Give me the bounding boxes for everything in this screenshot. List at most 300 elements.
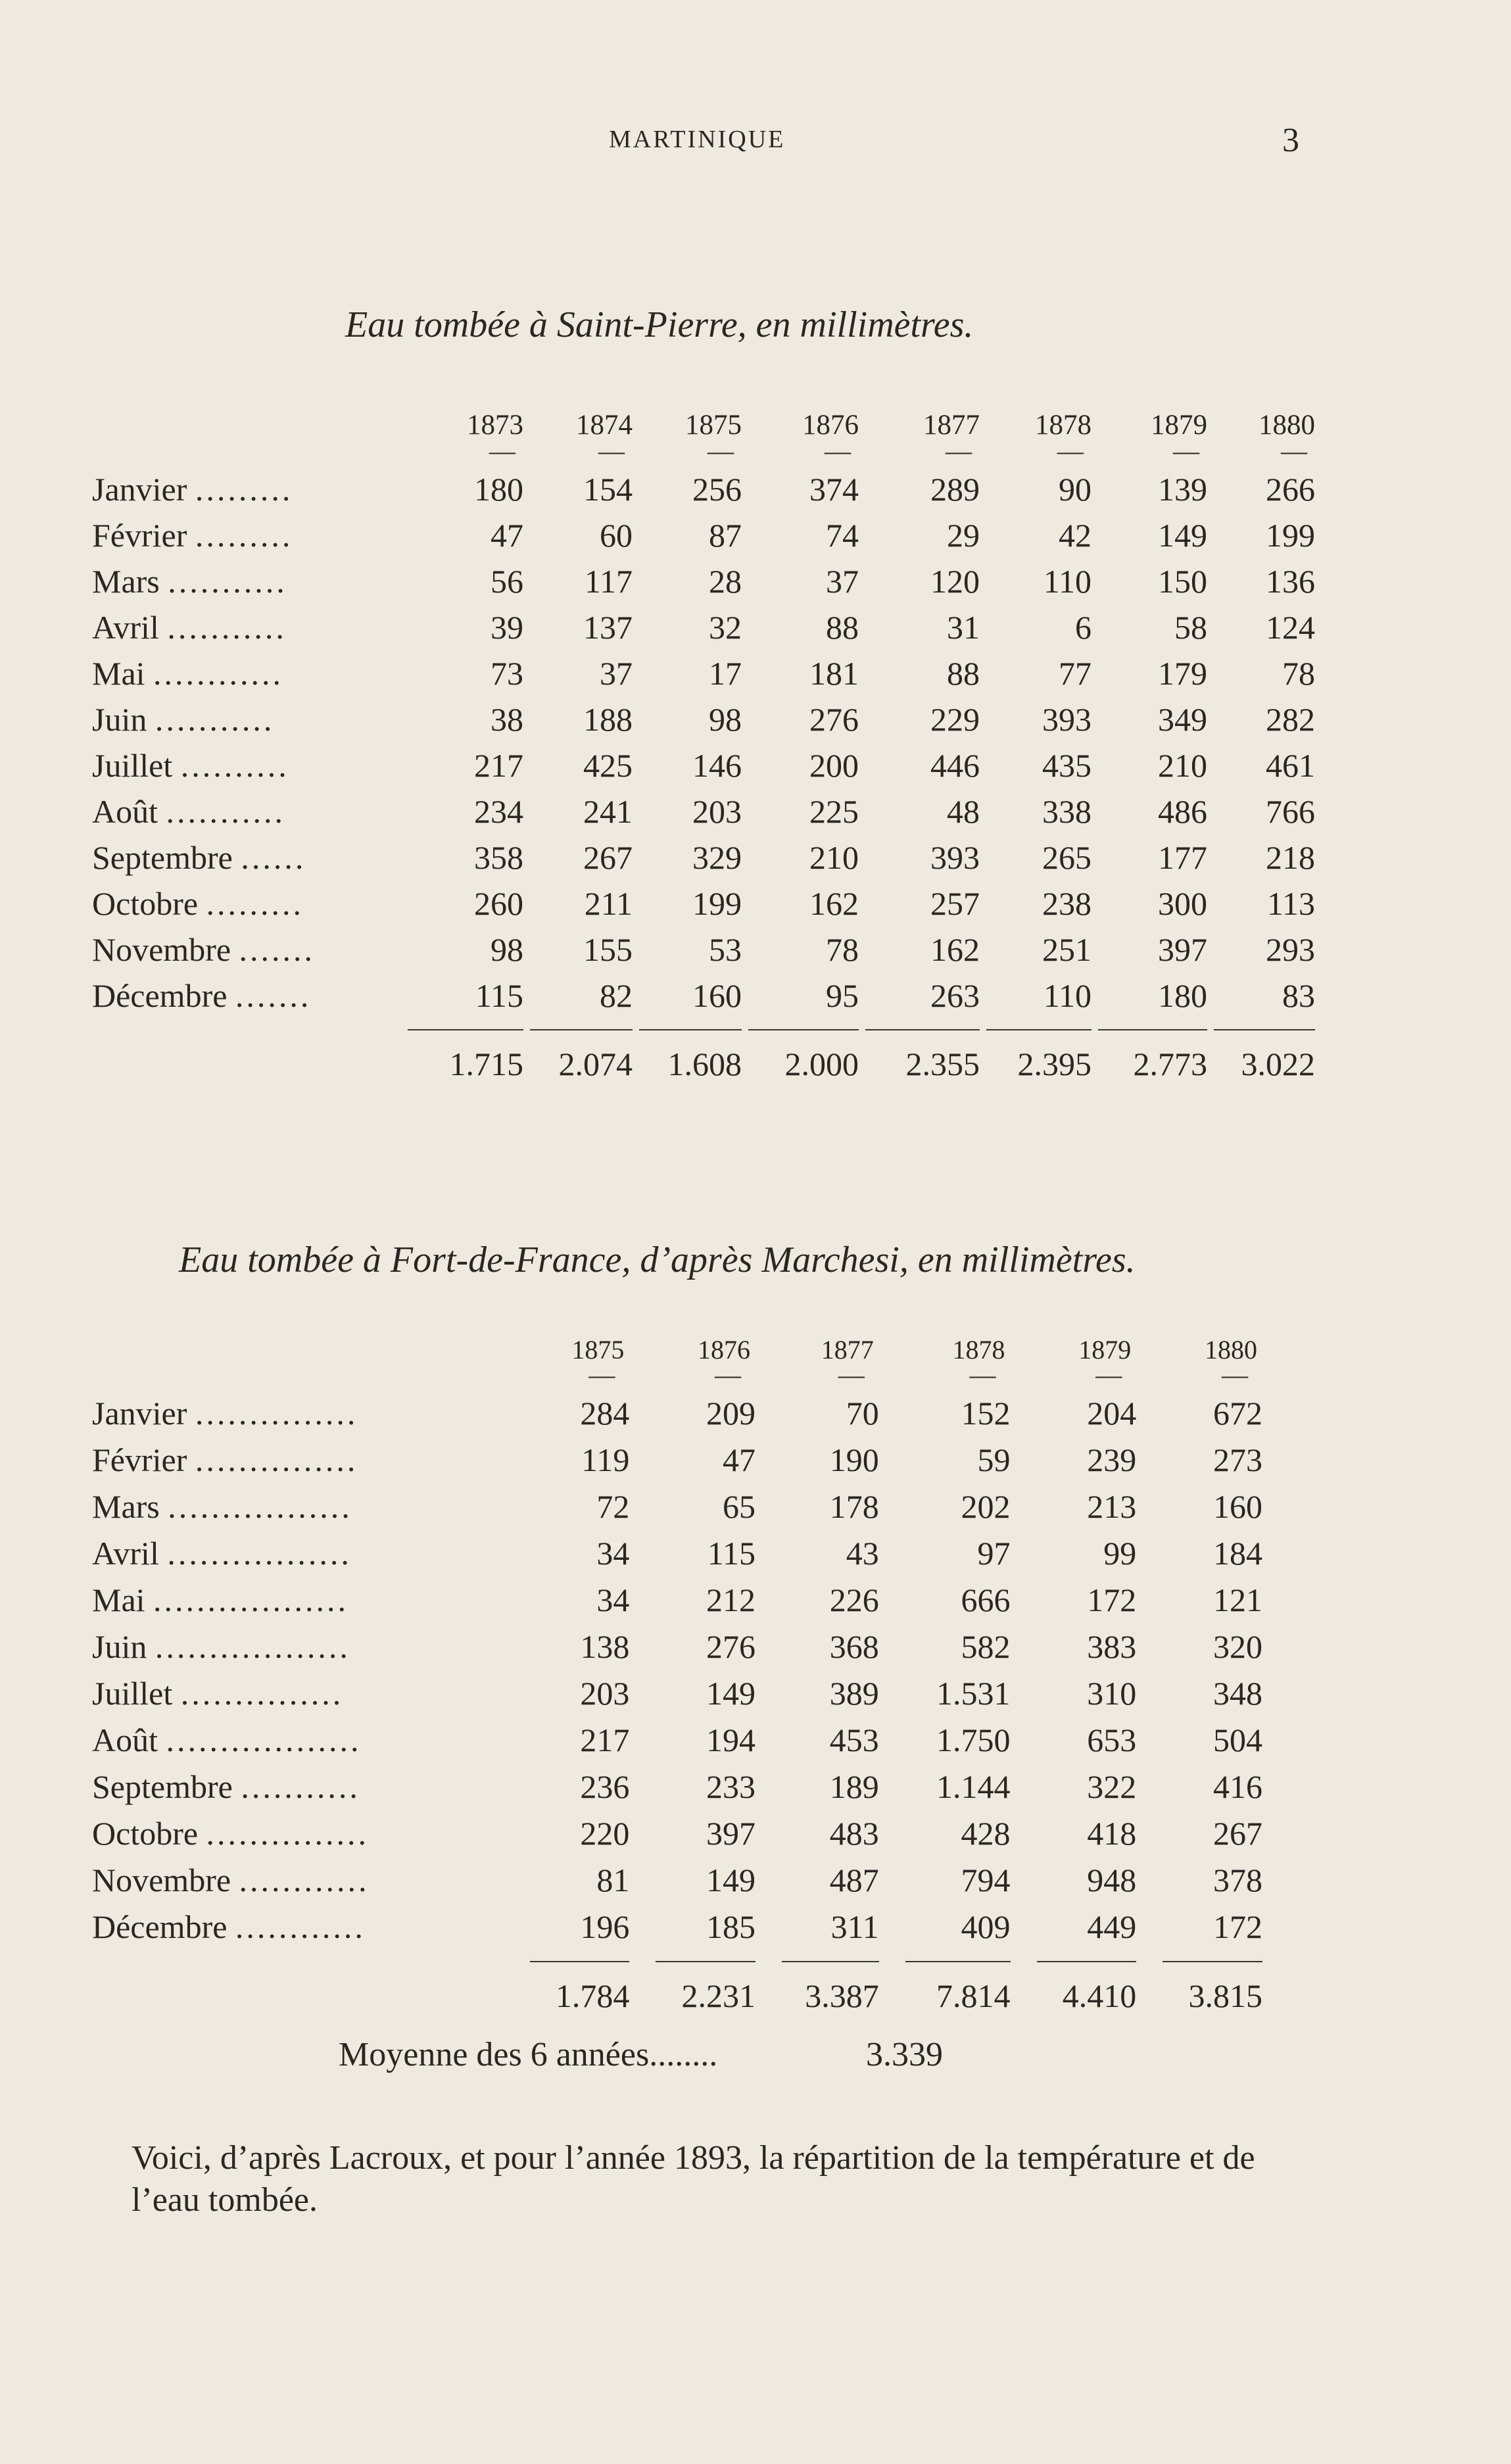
month-row — [92, 1670, 1262, 1717]
value-cell: 115 — [707, 1535, 756, 1572]
month-label — [92, 1670, 504, 1717]
value-cell: 88 — [826, 609, 859, 646]
total-value: 3.022 — [1241, 1046, 1315, 1082]
month-label — [92, 927, 401, 973]
value-cell: 256 — [692, 471, 742, 508]
value-cell: 276 — [809, 701, 859, 738]
month-name: Décembre — [92, 1908, 228, 1945]
value-cell: 204 — [1087, 1395, 1137, 1432]
value-cell: 73 — [491, 655, 523, 692]
month-row — [92, 742, 1315, 788]
year-header: 1876 — [802, 410, 859, 441]
value-cell: 117 — [584, 563, 633, 600]
average-value: 3.339 — [866, 2036, 943, 2073]
value-cell: 199 — [1266, 517, 1315, 554]
value-cell: 311 — [830, 1908, 879, 1945]
sum-rule — [530, 1029, 633, 1030]
total-value: 2.231 — [681, 1977, 756, 2014]
value-cell: 435 — [1042, 747, 1091, 784]
value-cell: 177 — [1158, 839, 1207, 876]
month-label — [92, 881, 401, 927]
value-cell: 194 — [706, 1722, 756, 1758]
total-value: 3.815 — [1188, 1977, 1262, 2014]
sum-rule — [865, 1029, 980, 1030]
value-cell: 226 — [829, 1582, 879, 1618]
total-row — [92, 1973, 1262, 2019]
month-label — [92, 1857, 504, 1904]
value-cell: 137 — [583, 609, 633, 646]
month-name: Mai — [92, 1582, 145, 1618]
month-name: Juillet — [92, 747, 173, 784]
dash: — — [708, 436, 734, 466]
page-header — [0, 122, 1511, 164]
value-cell: 17 — [709, 655, 742, 692]
value-cell: 322 — [1087, 1768, 1137, 1805]
value-cell: 487 — [829, 1862, 879, 1898]
value-cell: 124 — [1266, 609, 1315, 646]
month-name: Juillet — [92, 1675, 173, 1712]
value-cell: 210 — [1158, 747, 1207, 784]
month-label — [92, 1530, 504, 1577]
month-row — [92, 788, 1315, 834]
value-cell: 178 — [829, 1488, 879, 1525]
value-cell: 98 — [491, 931, 523, 968]
total-value: 3.387 — [805, 1977, 879, 2014]
value-cell: 383 — [1087, 1628, 1137, 1665]
month-label — [92, 558, 401, 604]
value-cell: 110 — [1043, 563, 1091, 600]
value-cell: 6 — [1075, 609, 1091, 646]
value-cell: 329 — [692, 839, 742, 876]
sum-rule — [986, 1029, 1091, 1030]
month-name: Mai — [92, 655, 145, 692]
month-name: Juin — [92, 701, 147, 738]
dot-leader: ............ — [153, 655, 284, 692]
value-cell: 78 — [826, 931, 859, 968]
sum-rule — [1163, 1961, 1262, 1962]
sum-rule — [1214, 1029, 1315, 1030]
month-row — [92, 927, 1315, 973]
year-header: 1878 — [952, 1335, 1005, 1365]
dash: — — [1222, 1360, 1248, 1389]
value-cell: 120 — [930, 563, 980, 600]
month-row — [92, 1437, 1262, 1484]
value-cell: 180 — [474, 471, 523, 508]
month-row — [92, 1904, 1262, 1950]
value-cell: 203 — [580, 1675, 630, 1712]
sum-rule — [748, 1029, 859, 1030]
sum-rule — [1098, 1029, 1207, 1030]
month-label — [92, 696, 401, 742]
value-cell: 202 — [961, 1488, 1011, 1525]
value-cell: 483 — [829, 1815, 879, 1852]
month-name: Septembre — [92, 1768, 233, 1805]
value-cell: 265 — [1042, 839, 1091, 876]
value-cell: 416 — [1213, 1768, 1262, 1805]
value-cell: 486 — [1158, 793, 1207, 830]
value-cell: 397 — [1158, 931, 1207, 968]
month-row — [92, 1390, 1262, 1437]
month-label — [92, 1717, 504, 1764]
dash: — — [588, 1360, 615, 1389]
month-name: Février — [92, 517, 187, 554]
month-name: Août — [92, 1722, 158, 1758]
dot-leader: ....... — [235, 977, 312, 1014]
month-label — [92, 742, 401, 788]
dot-leader: ............... — [195, 1395, 358, 1432]
value-cell: 28 — [709, 563, 742, 600]
month-row — [92, 650, 1315, 696]
value-cell: 1.531 — [936, 1675, 1011, 1712]
year-header-row — [92, 404, 1315, 441]
value-cell: 358 — [474, 839, 523, 876]
year-header: 1880 — [1259, 410, 1315, 441]
value-cell: 267 — [583, 839, 633, 876]
value-cell: 236 — [580, 1768, 630, 1805]
month-row — [92, 1530, 1262, 1577]
value-cell: 150 — [1158, 563, 1207, 600]
value-cell: 273 — [1213, 1441, 1262, 1478]
month-row — [92, 512, 1315, 558]
value-cell: 418 — [1087, 1815, 1137, 1852]
value-cell: 428 — [961, 1815, 1011, 1852]
value-cell: 212 — [706, 1582, 756, 1618]
dot-leader: .................. — [153, 1582, 349, 1618]
dash: — — [489, 436, 516, 466]
month-name: Janvier — [92, 471, 187, 508]
value-cell: 199 — [692, 885, 742, 922]
dot-leader: ........... — [166, 793, 285, 830]
month-name: Septembre — [92, 839, 233, 876]
value-cell: 38 — [491, 701, 523, 738]
total-value: 1.784 — [555, 1977, 630, 2014]
value-cell: 56 — [491, 563, 523, 600]
value-cell: 190 — [829, 1441, 879, 1478]
value-cell: 110 — [1043, 977, 1091, 1014]
value-cell: 87 — [709, 517, 742, 554]
value-cell: 349 — [1158, 701, 1207, 738]
value-cell: 32 — [709, 609, 742, 646]
dot-leader: ........... — [241, 1768, 360, 1805]
year-header: 1873 — [467, 410, 523, 441]
sum-rule — [782, 1961, 879, 1962]
value-cell: 39 — [491, 609, 523, 646]
value-cell: 58 — [1174, 609, 1207, 646]
year-header: 1878 — [1035, 410, 1091, 441]
value-cell: 1.750 — [936, 1722, 1011, 1758]
value-cell: 65 — [723, 1488, 756, 1525]
dot-leader: .................. — [155, 1628, 350, 1665]
total-value: 2.355 — [905, 1046, 980, 1082]
value-cell: 310 — [1087, 1675, 1137, 1712]
month-row — [92, 1857, 1262, 1904]
month-name: Octobre — [92, 885, 199, 922]
month-row — [92, 604, 1315, 650]
value-cell: 97 — [977, 1535, 1011, 1572]
value-cell: 189 — [829, 1768, 879, 1805]
value-cell: 184 — [1213, 1535, 1262, 1572]
dot-leader: ......... — [195, 471, 293, 508]
value-cell: 409 — [961, 1908, 1011, 1945]
total-value: 7.814 — [936, 1977, 1011, 2014]
dot-leader: ........... — [168, 563, 287, 600]
value-cell: 82 — [600, 977, 633, 1014]
value-cell: 300 — [1158, 885, 1207, 922]
value-cell: 74 — [826, 517, 859, 554]
body-paragraph: Voici, d’après Lacroux, et pour l’année 1893, la répartition de la température et de l’eau tombée. — [132, 2139, 1255, 2219]
value-cell: 121 — [1213, 1582, 1262, 1618]
month-row — [92, 558, 1315, 604]
year-header: 1879 — [1078, 1335, 1132, 1365]
month-name: Novembre — [92, 1862, 231, 1898]
month-label — [92, 650, 401, 696]
value-cell: 582 — [961, 1628, 1011, 1665]
dash: — — [838, 1360, 865, 1389]
value-cell: 180 — [1158, 977, 1207, 1014]
dot-leader: ................. — [168, 1488, 352, 1525]
value-cell: 37 — [826, 563, 859, 600]
value-cell: 378 — [1213, 1862, 1262, 1898]
running-title: MARTINIQUE — [609, 126, 786, 153]
value-cell: 220 — [580, 1815, 630, 1852]
sum-rule — [905, 1961, 1011, 1962]
value-cell: 34 — [596, 1535, 630, 1572]
page-number: 3 — [1282, 122, 1299, 159]
year-header: 1877 — [923, 410, 980, 441]
month-label — [92, 512, 401, 558]
total-value: 2.074 — [558, 1046, 633, 1082]
value-cell: 59 — [977, 1441, 1011, 1478]
month-label — [92, 973, 401, 1019]
value-cell: 449 — [1087, 1908, 1137, 1945]
dot-leader: ............ — [235, 1908, 366, 1945]
dot-leader: ........... — [167, 609, 287, 646]
value-cell: 81 — [596, 1862, 630, 1898]
month-name: Juin — [92, 1628, 147, 1665]
dash: — — [946, 436, 972, 466]
value-cell: 1.144 — [936, 1768, 1011, 1805]
value-cell: 149 — [706, 1862, 756, 1898]
dot-leader: .................. — [166, 1722, 362, 1758]
month-name: Avril — [92, 609, 159, 646]
month-label — [92, 1764, 504, 1810]
month-label — [92, 604, 401, 650]
value-cell: 251 — [1042, 931, 1091, 968]
value-cell: 241 — [583, 793, 633, 830]
month-row — [92, 834, 1315, 881]
dot-leader: ............... — [180, 1675, 344, 1712]
month-name: Mars — [92, 563, 160, 600]
value-cell: 88 — [947, 655, 980, 692]
value-cell: 276 — [706, 1628, 756, 1665]
value-cell: 397 — [706, 1815, 756, 1852]
month-name: Avril — [92, 1535, 159, 1572]
month-row — [92, 1577, 1262, 1624]
total-value: 2.773 — [1133, 1046, 1207, 1082]
total-value: 4.410 — [1062, 1977, 1137, 2014]
month-row — [92, 466, 1315, 512]
value-cell: 37 — [600, 655, 633, 692]
value-cell: 42 — [1059, 517, 1091, 554]
dash: — — [1173, 436, 1199, 466]
month-label — [92, 1390, 504, 1437]
value-cell: 78 — [1282, 655, 1315, 692]
value-cell: 154 — [583, 471, 633, 508]
value-cell: 504 — [1213, 1722, 1262, 1758]
value-cell: 113 — [1266, 885, 1315, 922]
saint-pierre-caption: Eau tombée à Saint-Pierre, en millimètres. — [345, 304, 974, 345]
value-cell: 948 — [1087, 1862, 1137, 1898]
value-cell: 284 — [580, 1395, 630, 1432]
value-cell: 181 — [809, 655, 859, 692]
dash-row — [92, 1365, 1262, 1390]
value-cell: 203 — [692, 793, 742, 830]
value-cell: 83 — [1282, 977, 1315, 1014]
value-cell: 766 — [1266, 793, 1315, 830]
month-name: Août — [92, 793, 158, 830]
value-cell: 672 — [1213, 1395, 1262, 1432]
value-cell: 211 — [584, 885, 633, 922]
value-cell: 77 — [1059, 655, 1091, 692]
year-header: 1875 — [685, 410, 742, 441]
total-value: 1.608 — [667, 1046, 742, 1082]
value-cell: 213 — [1087, 1488, 1137, 1525]
month-row — [92, 881, 1315, 927]
value-cell: 70 — [846, 1395, 879, 1432]
value-cell: 239 — [1087, 1441, 1137, 1478]
dot-leader: ........... — [155, 701, 275, 738]
value-cell: 98 — [709, 701, 742, 738]
month-name: Mars — [92, 1488, 160, 1525]
year-header: 1875 — [571, 1335, 625, 1365]
dot-leader: ............ — [239, 1862, 370, 1898]
total-value: 2.000 — [784, 1046, 859, 1082]
value-cell: 263 — [930, 977, 980, 1014]
value-cell: 47 — [723, 1441, 756, 1478]
rule-row — [92, 1019, 1315, 1041]
dot-leader: ................. — [167, 1535, 352, 1572]
total-row — [92, 1041, 1315, 1087]
month-row — [92, 1717, 1262, 1764]
dot-leader: ...... — [241, 839, 306, 876]
value-cell: 282 — [1266, 701, 1315, 738]
rule-row — [92, 1950, 1262, 1973]
value-cell: 136 — [1266, 563, 1315, 600]
sum-rule — [530, 1961, 630, 1962]
value-cell: 234 — [474, 793, 523, 830]
year-header: 1880 — [1205, 1335, 1257, 1365]
month-name: Janvier — [92, 1395, 187, 1432]
value-cell: 162 — [809, 885, 859, 922]
month-label — [92, 788, 401, 834]
month-row — [92, 1810, 1262, 1857]
value-cell: 115 — [475, 977, 523, 1014]
value-cell: 446 — [930, 747, 980, 784]
value-cell: 196 — [580, 1908, 630, 1945]
value-cell: 238 — [1042, 885, 1091, 922]
value-cell: 149 — [1158, 517, 1207, 554]
average-label: Moyenne des 6 années........ — [339, 2036, 718, 2073]
value-cell: 155 — [583, 931, 633, 968]
value-cell: 172 — [1213, 1908, 1262, 1945]
dot-leader: ....... — [239, 931, 316, 968]
value-cell: 34 — [596, 1582, 630, 1618]
value-cell: 146 — [692, 747, 742, 784]
value-cell: 160 — [692, 977, 742, 1014]
month-name: Février — [92, 1441, 187, 1478]
month-row — [92, 1624, 1262, 1670]
dash: — — [598, 436, 625, 466]
value-cell: 320 — [1213, 1628, 1262, 1665]
dash: — — [715, 1360, 742, 1389]
value-cell: 90 — [1059, 471, 1091, 508]
value-cell: 225 — [809, 793, 859, 830]
value-cell: 257 — [930, 885, 980, 922]
dash: — — [1057, 436, 1084, 466]
value-cell: 139 — [1158, 471, 1207, 508]
month-label — [92, 1904, 504, 1950]
value-cell: 368 — [829, 1628, 879, 1665]
dash: — — [1281, 436, 1307, 466]
total-value: 2.395 — [1017, 1046, 1091, 1082]
value-cell: 185 — [706, 1908, 756, 1945]
dash-row — [92, 441, 1315, 466]
month-name: Novembre — [92, 931, 231, 968]
value-cell: 267 — [1213, 1815, 1262, 1852]
month-name: Octobre — [92, 1815, 199, 1852]
sum-rule — [656, 1961, 756, 1962]
value-cell: 338 — [1042, 793, 1091, 830]
value-cell: 95 — [826, 977, 859, 1014]
year-header: 1877 — [821, 1335, 874, 1365]
month-row — [92, 696, 1315, 742]
value-cell: 389 — [829, 1675, 879, 1712]
value-cell: 72 — [596, 1488, 630, 1525]
value-cell: 229 — [930, 701, 980, 738]
month-row — [92, 1764, 1262, 1810]
value-cell: 53 — [709, 931, 742, 968]
dash: — — [969, 1360, 996, 1389]
dot-leader: ............... — [195, 1441, 358, 1478]
month-label — [92, 1577, 504, 1624]
value-cell: 233 — [706, 1768, 756, 1805]
value-cell: 461 — [1266, 747, 1315, 784]
value-cell: 393 — [1042, 701, 1091, 738]
dot-leader: ......... — [195, 517, 293, 554]
value-cell: 293 — [1266, 931, 1315, 968]
value-cell: 172 — [1087, 1582, 1137, 1618]
fort-de-france-caption: Eau tombée à Fort-de-France, d’après Marchesi, en millimètres. — [179, 1240, 1136, 1280]
value-cell: 179 — [1158, 655, 1207, 692]
sum-rule — [408, 1029, 523, 1030]
value-cell: 289 — [930, 471, 980, 508]
sum-rule — [639, 1029, 742, 1030]
value-cell: 653 — [1087, 1722, 1137, 1758]
value-cell: 160 — [1213, 1488, 1262, 1525]
dot-leader: ............... — [206, 1815, 370, 1852]
value-cell: 209 — [706, 1395, 756, 1432]
value-cell: 453 — [829, 1722, 879, 1758]
dash: — — [825, 436, 851, 466]
value-cell: 348 — [1213, 1675, 1262, 1712]
value-cell: 47 — [491, 517, 523, 554]
value-cell: 188 — [583, 701, 633, 738]
value-cell: 393 — [930, 839, 980, 876]
value-cell: 60 — [600, 517, 633, 554]
month-row — [92, 1484, 1262, 1530]
total-value: 1.715 — [449, 1046, 523, 1082]
value-cell: 48 — [947, 793, 980, 830]
